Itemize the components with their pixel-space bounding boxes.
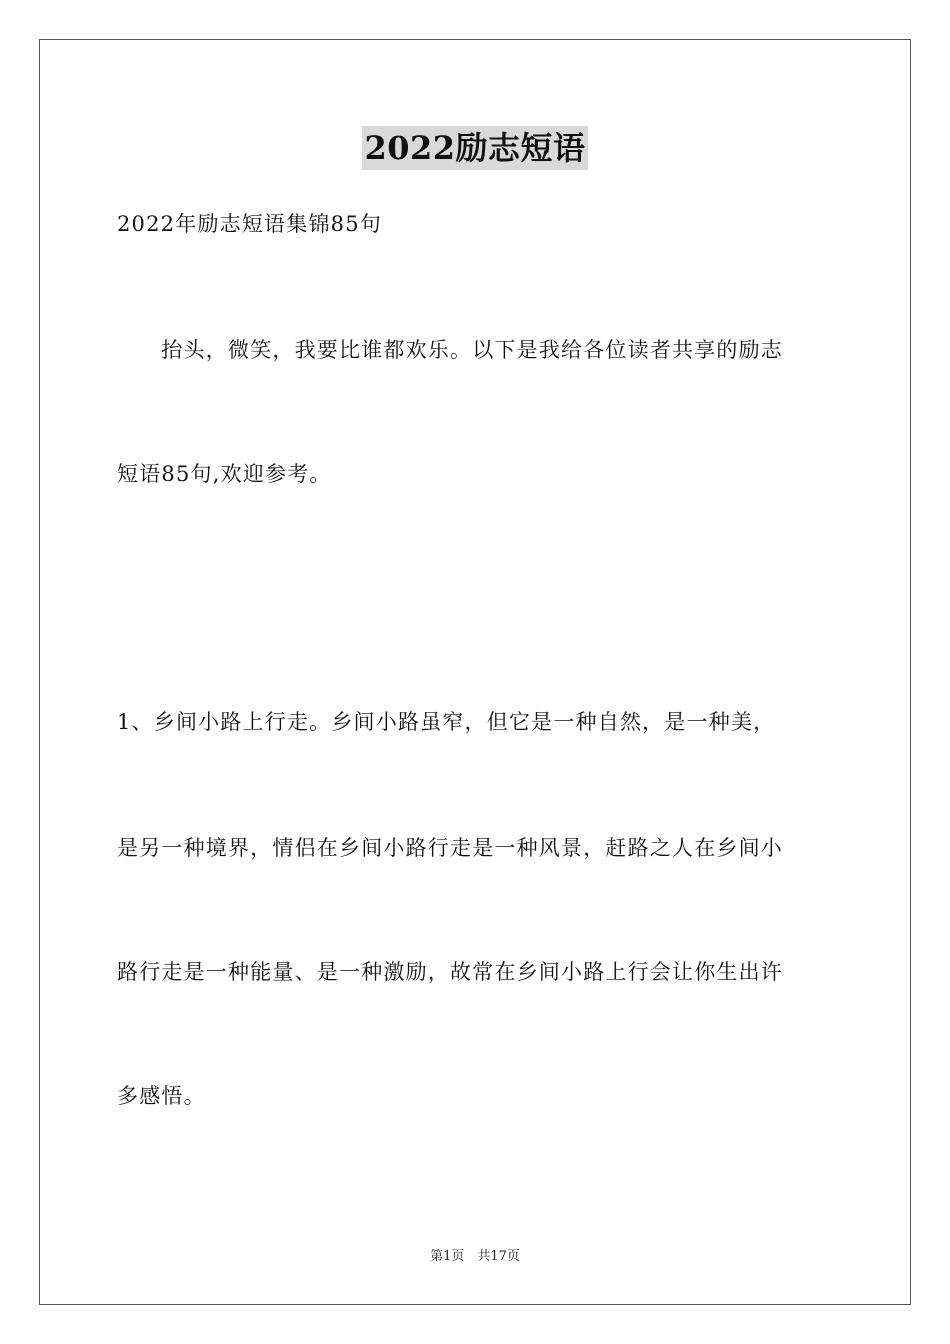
document-title: 2022励志短语 [362, 126, 587, 170]
document-title-container [0, 126, 950, 170]
intro-line-1: 抬头，微笑，我要比谁都欢乐。以下是我给各位读者共享的励志 [117, 338, 783, 362]
item-1-line-1: 1、乡间小路上行走。乡间小路虽窄，但它是一种自然，是一种美， [117, 710, 776, 734]
item-1-line-2: 是另一种境界，情侣在乡间小路行走是一种风景，赶路之人在乡间小 [117, 836, 783, 860]
item-1-line-3: 路行走是一种能量、是一种激励，故常在乡间小路上行会让你生出许 [117, 960, 783, 984]
item-1-line-4: 多感悟。 [117, 1084, 206, 1108]
page-number-footer: 第1页 共17页 [430, 1249, 520, 1264]
intro-line-2: 短语85句,欢迎参考。 [117, 462, 332, 486]
document-subtitle: 2022年励志短语集锦85句 [117, 212, 382, 236]
